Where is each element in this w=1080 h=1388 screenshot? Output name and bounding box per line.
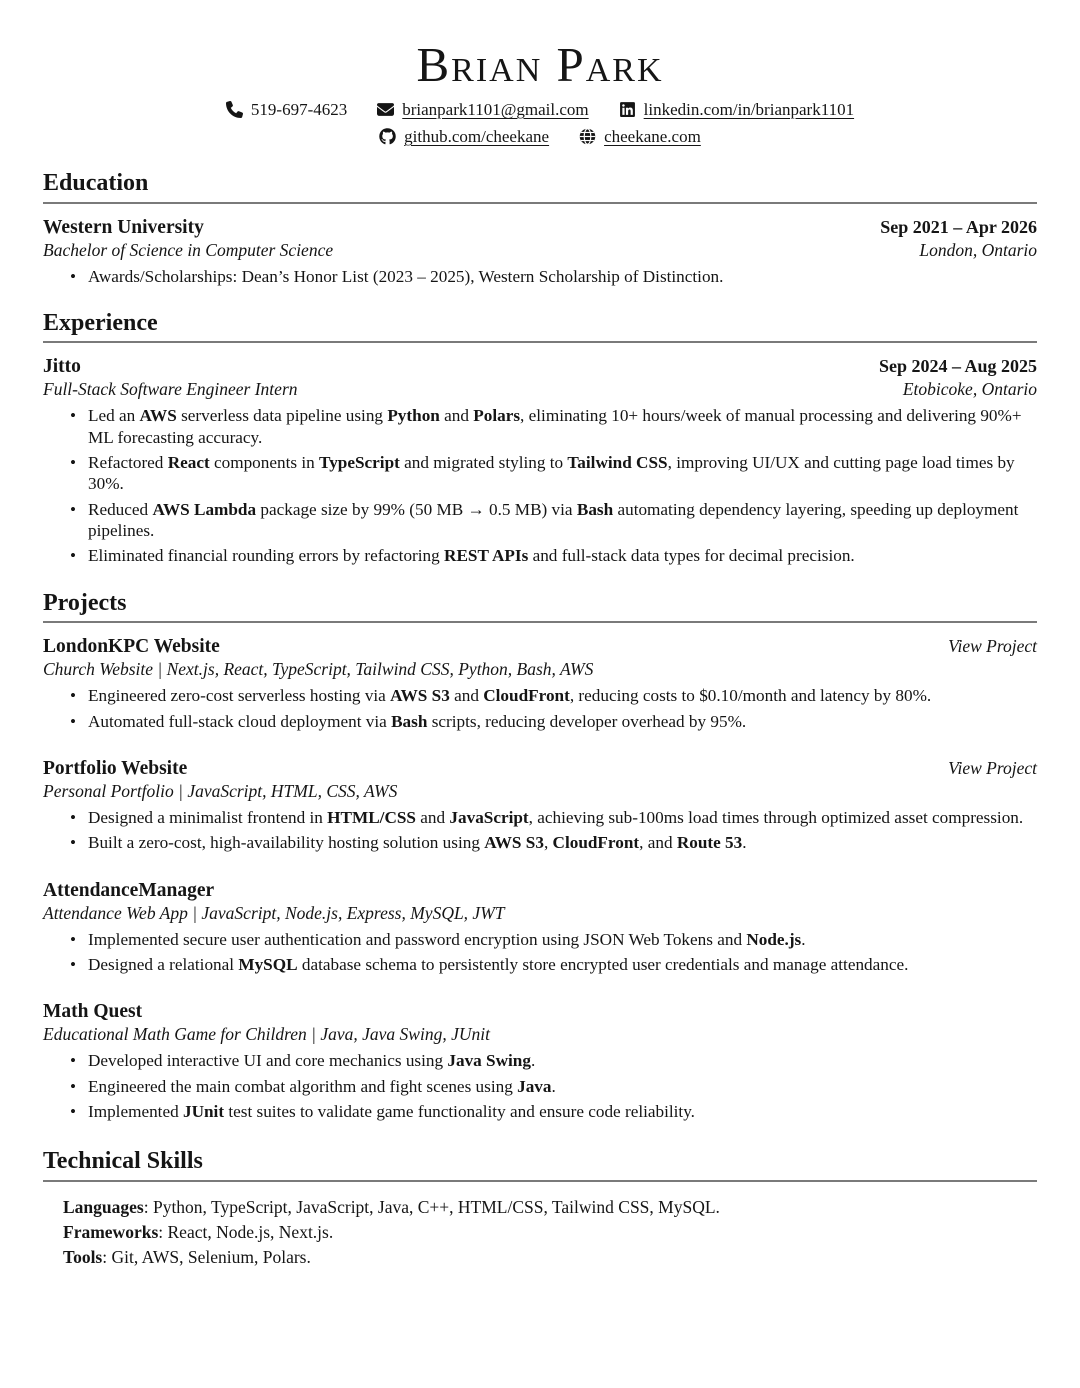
bullet-list xyxy=(43,1050,1037,1122)
website-link[interactable] xyxy=(579,127,701,147)
entry-subtitle: Educational Math Game for Children | Java, Java Swing, JUnit xyxy=(43,1024,490,1045)
bullet-point: • Built a zero-cost, high-availability hosting solution using AWS S3, CloudFront, and Route 53. xyxy=(43,832,1037,853)
bullet-list xyxy=(43,807,1037,854)
section-title: Technical Skills xyxy=(43,1148,203,1175)
phone-icon xyxy=(226,101,243,118)
entry-dates: Sep 2021 – Apr 2026 xyxy=(880,216,1037,237)
entry-subtitle: Full-Stack Software Engineer Intern xyxy=(43,379,298,400)
bullet-point: • Engineered the main combat algorithm and fight scenes using Java. xyxy=(43,1076,1037,1097)
phone-number xyxy=(226,100,347,120)
bullet-point: • Awards/Scholarships: Dean’s Honor List (2023 – 2025), Western Scholarship of Distinction. xyxy=(43,266,1037,287)
entry-title: Western University xyxy=(43,216,204,238)
entry-heading-row xyxy=(43,356,1037,378)
skill-line: Tools: Git, AWS, Selenium, Polars. xyxy=(63,1246,311,1267)
entry-location: London, Ontario xyxy=(919,239,1037,260)
entry-heading-row xyxy=(43,1001,1037,1023)
resume-entry xyxy=(43,880,1037,976)
entry-heading-row xyxy=(43,217,1037,239)
entry-subtitle: Personal Portfolio | JavaScript, HTML, CSS, AWS xyxy=(43,781,398,802)
resume-body xyxy=(43,170,1037,1269)
bullet-point: • Developed interactive UI and core mechanics using Java Swing. xyxy=(43,1050,1037,1071)
entry-title: LondonKPC Website xyxy=(43,636,220,658)
entry-title: Portfolio Website xyxy=(43,758,188,780)
bullet-point: • Led an AWS serverless data pipeline using Python and Polars, eliminating 10+ hours/week of manual processing and delivering 90%+ ML forecasting accuracy. xyxy=(43,405,1037,448)
linkedin-text: linkedin.com/in/brianpark1101 xyxy=(643,99,855,119)
entry-subtitle: Bachelor of Science in Computer Science xyxy=(43,239,334,260)
skill-line: Languages: Python, TypeScript, JavaScript, Java, C++, HTML/CSS, Tailwind CSS, MySQL. xyxy=(63,1196,720,1217)
linkedin-icon xyxy=(619,101,636,118)
bullet-point: • Automated full-stack cloud deployment via Bash scripts, reducing developer overhead by 95%. xyxy=(43,711,1037,732)
email-icon xyxy=(377,101,394,118)
resume-entry xyxy=(43,217,1037,287)
resume-section xyxy=(43,170,1037,287)
bullet-point: • Implemented JUnit test suites to validate game functionality and ensure code reliability. xyxy=(43,1101,1037,1122)
bullet-list xyxy=(43,266,1037,287)
entry-subheading-row xyxy=(43,240,1037,261)
entry-location: Etobicoke, Ontario xyxy=(902,379,1037,400)
resume-entry xyxy=(43,758,1037,854)
bullet-point: • Designed a minimalist frontend in HTML/CSS and JavaScript, achieving sub-100ms load times through optimized asset compression. xyxy=(43,807,1037,828)
resume-section xyxy=(43,1148,1037,1269)
section-title: Experience xyxy=(43,309,158,336)
entry-subheading-row xyxy=(43,659,1037,680)
skill-line: Frameworks: React, Node.js, Next.js. xyxy=(63,1221,334,1242)
resume-entry xyxy=(43,356,1037,566)
github-link[interactable] xyxy=(379,127,549,147)
entry-subtitle: Church Website | Next.js, React, TypeScript, Tailwind CSS, Python, Bash, AWS xyxy=(43,659,594,680)
bullet-point: • Refactored React components in TypeScript and migrated styling to Tailwind CSS, improving UI/UX and cutting page load times by 30%. xyxy=(43,452,1037,495)
entry-title: AttendanceManager xyxy=(43,879,215,901)
resume-section xyxy=(43,310,1037,567)
resume-header xyxy=(43,37,1037,147)
person-name: Brian Park xyxy=(416,37,664,92)
view-project-link[interactable]: View Project xyxy=(948,636,1037,657)
resume-entry xyxy=(43,636,1037,732)
bullet-point: • Reduced AWS Lambda package size by 99% (50 MB → 0.5 MB) via Bash automating dependency layering, speeding up deployment pipelines. xyxy=(43,499,1037,542)
section-body xyxy=(43,1182,1037,1270)
email-text: brianpark1101@gmail.com xyxy=(402,99,589,119)
bullet-list xyxy=(43,405,1037,566)
contact-row-2 xyxy=(43,127,1037,147)
entry-subheading-row xyxy=(43,903,1037,924)
entry-title: Math Quest xyxy=(43,1001,143,1023)
section-body xyxy=(43,623,1037,1122)
section-body xyxy=(43,343,1037,566)
view-project-link[interactable]: View Project xyxy=(948,758,1037,779)
contact-row-1 xyxy=(43,100,1037,120)
phone-text: 519-697-4623 xyxy=(250,99,348,119)
entry-heading-row xyxy=(43,880,1037,902)
resume-entry xyxy=(43,1001,1037,1122)
linkedin-link[interactable] xyxy=(619,100,854,120)
bullet-point: • Implemented secure user authentication and password encryption using JSON Web Tokens and Node.js. xyxy=(43,929,1037,950)
bullet-point: • Engineered zero-cost serverless hosting via AWS S3 and CloudFront, reducing costs to $0.10/month and latency by 80%. xyxy=(43,685,1037,706)
section-title: Projects xyxy=(43,589,127,616)
globe-icon xyxy=(579,128,596,145)
section-title: Education xyxy=(43,169,149,196)
bullet-point: • Designed a relational MySQL database schema to persistently store encrypted user credentials and manage attendance. xyxy=(43,954,1037,975)
email-link[interactable] xyxy=(377,100,588,120)
section-body xyxy=(43,204,1037,287)
github-text: github.com/cheekane xyxy=(404,126,550,146)
github-icon xyxy=(379,128,396,145)
entry-dates: Sep 2024 – Aug 2025 xyxy=(878,356,1037,377)
entry-heading-row xyxy=(43,758,1037,780)
entry-subtitle: Attendance Web App | JavaScript, Node.js, Express, MySQL, JWT xyxy=(43,902,505,923)
resume-section xyxy=(43,590,1037,1123)
entry-title: Jitto xyxy=(43,356,81,378)
entry-heading-row xyxy=(43,636,1037,658)
entry-subheading-row xyxy=(43,1024,1037,1045)
bullet-list xyxy=(43,929,1037,976)
website-text: cheekane.com xyxy=(604,126,701,146)
entry-subheading-row xyxy=(43,781,1037,802)
bullet-point: • Eliminated financial rounding errors by refactoring REST APIs and full-stack data types for decimal precision. xyxy=(43,545,1037,566)
bullet-list xyxy=(43,685,1037,732)
entry-subheading-row xyxy=(43,379,1037,400)
